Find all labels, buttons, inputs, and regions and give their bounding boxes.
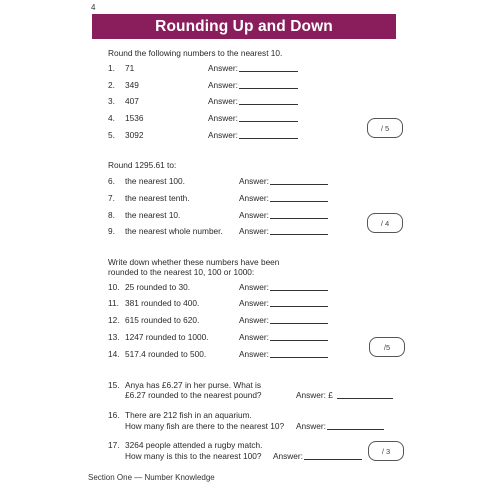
question-number: 17. bbox=[108, 440, 120, 450]
answer-label: Answer: bbox=[239, 193, 269, 203]
question-text-line1: There are 212 fish in an aquarium. bbox=[125, 410, 252, 420]
question-number: 5. bbox=[108, 130, 115, 140]
score-box: / 4 bbox=[367, 213, 403, 233]
answer-label: Answer: bbox=[208, 130, 238, 140]
question-text: 349 bbox=[125, 80, 139, 90]
answer-blank[interactable] bbox=[239, 96, 298, 105]
question-text: 407 bbox=[125, 96, 139, 106]
question-text: 615 rounded to 620. bbox=[125, 315, 200, 325]
answer-blank[interactable] bbox=[270, 349, 328, 358]
answer-label: Answer: bbox=[239, 315, 269, 325]
question-text-line2: How many is this to the nearest 100? bbox=[125, 451, 262, 461]
answer-blank[interactable] bbox=[270, 282, 328, 291]
question-text: 517.4 rounded to 500. bbox=[125, 349, 207, 359]
question-text: the nearest whole number. bbox=[125, 226, 223, 236]
answer-blank[interactable] bbox=[270, 210, 328, 219]
answer-label: Answer: bbox=[208, 63, 238, 73]
answer-label: Answer: bbox=[239, 282, 269, 292]
question-text: 71 bbox=[125, 63, 135, 73]
answer-label: Answer: bbox=[296, 421, 326, 431]
score-box: /5 bbox=[369, 337, 405, 357]
question-text: 381 rounded to 400. bbox=[125, 298, 200, 308]
question-number: 12. bbox=[108, 315, 120, 325]
section3-instruction-line2: rounded to the nearest 10, 100 or 1000: bbox=[108, 267, 255, 277]
answer-blank[interactable] bbox=[304, 451, 362, 460]
question-number: 14. bbox=[108, 349, 120, 359]
answer-blank[interactable] bbox=[270, 226, 328, 235]
score-box: / 5 bbox=[367, 118, 403, 138]
answer-label: Answer: bbox=[208, 80, 238, 90]
answer-blank[interactable] bbox=[239, 80, 298, 89]
footer-section-label: Section One — Number Knowledge bbox=[88, 473, 215, 482]
question-number: 2. bbox=[108, 80, 115, 90]
question-text: the nearest tenth. bbox=[125, 193, 190, 203]
question-text-line1: 3264 people attended a rugby match. bbox=[125, 440, 263, 450]
answer-label: Answer: bbox=[239, 226, 269, 236]
section1-instruction: Round the following numbers to the nearest 10. bbox=[108, 48, 283, 58]
question-text: 1536 bbox=[125, 113, 144, 123]
answer-label: Answer: bbox=[239, 349, 269, 359]
answer-blank[interactable] bbox=[270, 298, 328, 307]
answer-label: Answer: bbox=[239, 176, 269, 186]
answer-blank[interactable] bbox=[239, 113, 298, 122]
answer-label: Answer: bbox=[239, 210, 269, 220]
question-number: 6. bbox=[108, 176, 115, 186]
answer-blank[interactable] bbox=[270, 193, 328, 202]
question-number: 8. bbox=[108, 210, 115, 220]
question-number: 11. bbox=[108, 298, 119, 308]
answer-blank[interactable] bbox=[270, 332, 328, 341]
answer-blank[interactable] bbox=[270, 176, 328, 185]
page-title: Rounding Up and Down bbox=[92, 14, 396, 39]
section3-instruction-line1: Write down whether these numbers have been bbox=[108, 257, 280, 267]
answer-blank[interactable] bbox=[239, 63, 298, 72]
question-text-line2: £6.27 rounded to the nearest pound? bbox=[125, 390, 262, 400]
question-number: 9. bbox=[108, 226, 115, 236]
answer-blank[interactable] bbox=[327, 421, 384, 430]
answer-blank[interactable] bbox=[270, 315, 328, 324]
answer-label: Answer: £ bbox=[296, 390, 333, 400]
question-text: 25 rounded to 30. bbox=[125, 282, 191, 292]
question-number: 10. bbox=[108, 282, 120, 292]
answer-label: Answer: bbox=[273, 451, 303, 461]
question-text-line1: Anya has £6.27 in her purse. What is bbox=[125, 380, 262, 390]
page-number: 4 bbox=[91, 3, 96, 12]
answer-blank[interactable] bbox=[337, 390, 393, 399]
question-text: the nearest 10. bbox=[125, 210, 181, 220]
section2-instruction: Round 1295.61 to: bbox=[108, 160, 177, 170]
question-number: 4. bbox=[108, 113, 115, 123]
question-text-line2: How many fish are there to the nearest 10? bbox=[125, 421, 285, 431]
answer-label: Answer: bbox=[208, 96, 238, 106]
question-number: 7. bbox=[108, 193, 115, 203]
question-text: 3092 bbox=[125, 130, 144, 140]
question-text: the nearest 100. bbox=[125, 176, 185, 186]
question-number: 3. bbox=[108, 96, 115, 106]
question-number: 1. bbox=[108, 63, 115, 73]
question-text: 1247 rounded to 1000. bbox=[125, 332, 209, 342]
question-number: 16. bbox=[108, 410, 120, 420]
answer-blank[interactable] bbox=[239, 130, 298, 139]
score-box: / 3 bbox=[368, 441, 404, 461]
answer-label: Answer: bbox=[208, 113, 238, 123]
answer-label: Answer: bbox=[239, 332, 269, 342]
answer-label: Answer: bbox=[239, 298, 269, 308]
question-number: 13. bbox=[108, 332, 120, 342]
question-number: 15. bbox=[108, 380, 120, 390]
